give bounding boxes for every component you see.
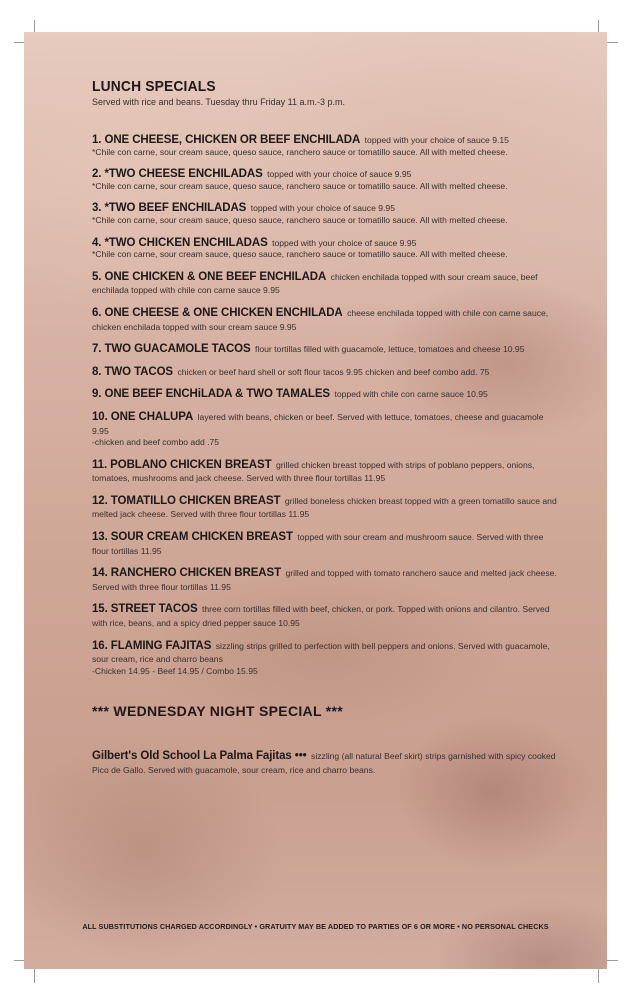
menu-item-name: 10. ONE CHALUPA bbox=[92, 410, 194, 423]
menu-item bbox=[92, 236, 562, 261]
menu-item-name: 11. POBLANO CHICKEN BREAST bbox=[92, 458, 272, 471]
menu-item bbox=[92, 167, 562, 192]
menu-item-note: *Chile con carne, sour cream sauce, queso sauce, ranchero sauce or tomatillo sauce. All with melted cheese. bbox=[92, 249, 508, 260]
menu-item bbox=[92, 494, 562, 521]
wednesday-item-name: Gilbert's Old School La Palma Fajitas ••• bbox=[92, 750, 307, 763]
menu-items-list bbox=[92, 133, 562, 677]
menu-footer-policy: ALL SUBSTITUTIONS CHARGED ACCORDINGLY • GRATUITY MAY BE ADDED TO PARTIES OF 6 OR MORE • NO PERSONAL CHECKS bbox=[82, 922, 549, 931]
menu-item-name: 5. ONE CHICKEN & ONE BEEF ENCHILADA bbox=[92, 270, 327, 283]
menu-item bbox=[92, 365, 562, 379]
menu-item-description: topped with chile con carne sauce 10.95 bbox=[334, 389, 488, 400]
menu-item-name: 1. ONE CHEESE, CHICKEN OR BEEF ENCHILADA bbox=[92, 134, 361, 146]
menu-item-description: chicken enchilada topped with sour cream sauce, beef enchilada topped with chile con carne sauce 9.95 bbox=[92, 271, 538, 296]
menu-item bbox=[92, 342, 562, 356]
menu-content bbox=[92, 78, 562, 777]
menu-item-name: 2. *TWO CHEESE ENCHILADAS bbox=[92, 168, 263, 181]
menu-item bbox=[92, 566, 562, 593]
menu-item-name: 6. ONE CHEESE & ONE CHICKEN ENCHILADA bbox=[92, 306, 343, 319]
menu-item-name: 16. FLAMING FAJITAS bbox=[92, 639, 212, 652]
menu-item-name: 15. STREET TACOS bbox=[92, 603, 198, 616]
menu-item bbox=[92, 410, 562, 449]
menu-item-note: *Chile con carne, sour cream sauce, queso sauce, ranchero sauce or tomatillo sauce. All with melted cheese. bbox=[92, 146, 508, 157]
menu-item-description: flour tortillas filled with guacamole, lettuce, tomatoes and cheese 10.95 bbox=[255, 344, 525, 355]
wednesday-special-heading: *** WEDNESDAY NIGHT SPECIAL *** bbox=[92, 703, 343, 720]
menu-item bbox=[92, 270, 562, 297]
menu-item-note: *Chile con carne, sour cream sauce, queso sauce, ranchero sauce or tomatillo sauce. All with melted cheese. bbox=[92, 214, 508, 225]
menu-item bbox=[92, 133, 562, 158]
menu-item-note: *Chile con carne, sour cream sauce, queso sauce, ranchero sauce or tomatillo sauce. All with melted cheese. bbox=[92, 180, 508, 191]
menu-item-description: grilled boneless chicken breast topped with a green tomatillo sauce and melted jack cheese. Served with three flour tortillas 11.95 bbox=[92, 495, 557, 520]
menu-item-description: topped with your choice of sauce 9.95 bbox=[267, 169, 412, 180]
menu-item-description: layered with beans, chicken or beef. Served with lettuce, tomatoes, cheese and guacamole 9.95 bbox=[92, 411, 544, 436]
menu-item-description: topped with your choice of sauce 9.95 bbox=[250, 203, 395, 214]
menu-title: LUNCH SPECIALS bbox=[92, 78, 216, 95]
wednesday-item-description: sizzling (all natural Beef skirt) strips garnished with spicy cooked Pico de Gallo. Served with guacamole, sour cream, rice and charro beans. bbox=[92, 751, 556, 775]
menu-item-name: 8. TWO TACOS bbox=[92, 365, 174, 378]
menu-item-name: 3. *TWO BEEF ENCHILADAS bbox=[92, 202, 247, 215]
menu-item bbox=[92, 387, 562, 401]
menu-item bbox=[92, 602, 562, 629]
menu-item-name: 13. SOUR CREAM CHICKEN BREAST bbox=[92, 531, 293, 544]
menu-item-name: 14. RANCHERO CHICKEN BREAST bbox=[92, 567, 281, 580]
menu-item-description: topped with sour cream and mushroom sauce. Served with three flour tortillas 11.95 bbox=[92, 532, 544, 556]
menu-subtitle: Served with rice and beans. Tuesday thru Friday 11 a.m.-3 p.m. bbox=[92, 97, 345, 107]
menu-item-description: grilled chicken breast topped with strips of poblano peppers, onions, tomatoes, mushrooms and jack cheese. Served with three flour tortillas 11.95 bbox=[92, 459, 535, 484]
menu-item bbox=[92, 201, 562, 226]
menu-item bbox=[92, 530, 562, 557]
menu-page bbox=[24, 32, 607, 969]
menu-item-name: 7. TWO GUACAMOLE TACOS bbox=[92, 343, 251, 356]
menu-item-description: cheese enchilada topped with chile con carne sauce, chicken enchilada topped with sour cream sauce 9.95 bbox=[92, 307, 549, 332]
menu-item-name: 12. TOMATILLO CHICKEN BREAST bbox=[92, 494, 281, 507]
menu-item bbox=[92, 639, 562, 678]
menu-item-description: sizzling strips grilled to perfection with bell peppers and onions. Served with guacamole, sour cream, rice and charro beans bbox=[92, 640, 550, 665]
menu-item bbox=[92, 306, 562, 333]
menu-item-name: 4. *TWO CHICKEN ENCHILADAS bbox=[92, 236, 268, 249]
wednesday-special-item bbox=[92, 749, 562, 776]
menu-item-note: -chicken and beef combo add .75 bbox=[92, 437, 220, 448]
menu-item-description: chicken or beef hard shell or soft flour tacos 9.95 chicken and beef combo add. 75 bbox=[177, 366, 490, 377]
menu-item-description: three corn tortillas filled with beef, chicken, or pork. Topped with onions and cilantro. Served with rice, beans, and a spicy dried pepper sauce 10.95 bbox=[92, 604, 550, 629]
menu-item-note: -Chicken 14.95 - Beef 14.95 / Combo 15.95 bbox=[92, 665, 258, 676]
menu-item-name: 9. ONE BEEF ENCHiLADA & TWO TAMALES bbox=[92, 388, 331, 401]
menu-item bbox=[92, 458, 562, 485]
menu-item-description: grilled and topped with tomato ranchero sauce and melted jack cheese. Served with three flour tortillas 11.95 bbox=[92, 568, 557, 592]
menu-item-description: topped with your choice of sauce 9.15 bbox=[364, 135, 509, 145]
menu-item-description: topped with your choice of sauce 9.95 bbox=[272, 237, 417, 248]
